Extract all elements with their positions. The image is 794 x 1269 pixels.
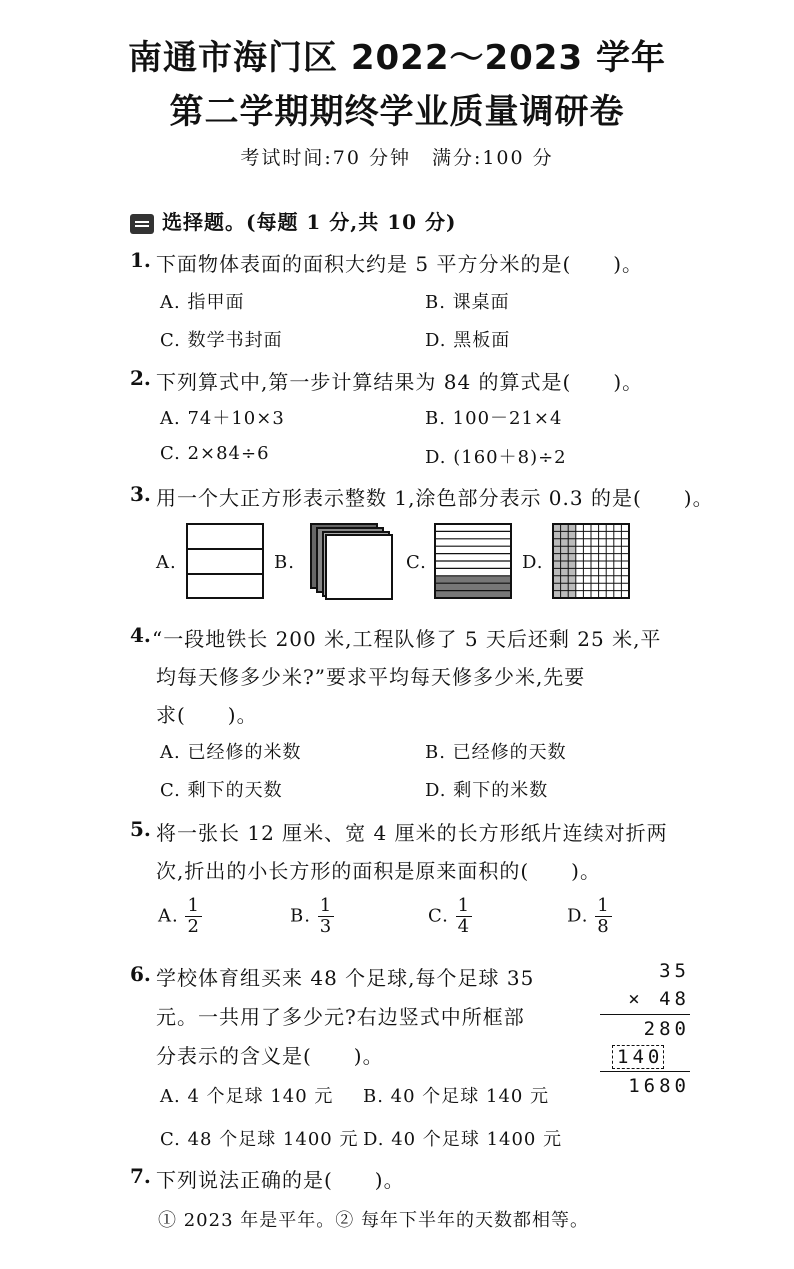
section-heading: 选择题。(每题 1 分,共 10 分) bbox=[130, 206, 457, 235]
option-d: D. 剩下的米数 bbox=[425, 780, 549, 801]
framed-partial-product: 140 bbox=[612, 1045, 664, 1069]
figure-b-stacked-squares bbox=[310, 523, 394, 601]
question-number: 4. bbox=[130, 623, 151, 647]
question-text-line2: 均每天修多少米?”要求平均每天修多少米,先要 bbox=[156, 665, 586, 689]
vertical-calculation bbox=[600, 960, 690, 1100]
figure-d-hundred-grid bbox=[552, 523, 632, 601]
fraction: $\frac{1}{2}$ bbox=[187, 895, 200, 937]
option-a: A. 4 个足球 140 元 bbox=[160, 1086, 334, 1107]
option-c: C. 2×84÷6 bbox=[160, 443, 270, 464]
option-b: B. 100－21×4 bbox=[425, 408, 563, 429]
option-a: A. bbox=[156, 552, 177, 573]
option-b: B. 课桌面 bbox=[425, 292, 510, 313]
option-d: D. (160＋8)÷2 bbox=[425, 447, 567, 468]
question-text-line3: 分表示的含义是( )。 bbox=[156, 1044, 384, 1068]
option-c: C. $\frac{1}{4}$ bbox=[428, 895, 471, 937]
option-c: C. 48 个足球 1400 元 bbox=[160, 1129, 359, 1150]
section-one-icon bbox=[130, 214, 154, 234]
option-d: D. bbox=[522, 552, 544, 573]
fraction: $\frac{1}{3}$ bbox=[319, 895, 333, 937]
question-number: 1. bbox=[130, 248, 151, 272]
option-d: D. 黑板面 bbox=[425, 330, 511, 351]
option-b: B. 40 个足球 140 元 bbox=[363, 1086, 550, 1107]
fraction: $\frac{1}{8}$ bbox=[597, 895, 610, 937]
question-text-line3: 求( )。 bbox=[156, 703, 258, 727]
exam-info: 考试时间:70 分钟 满分:100 分 bbox=[240, 147, 554, 169]
question-number: 6. bbox=[130, 962, 151, 986]
fraction: $\frac{1}{4}$ bbox=[457, 895, 471, 937]
page-title-line2: 第二学期期终学业质量调研卷 bbox=[169, 92, 625, 132]
option-b: B. $\frac{1}{3}$ bbox=[290, 895, 333, 937]
question-text-line1: 将一张长 12 厘米、宽 4 厘米的长方形纸片连续对折两 bbox=[156, 821, 668, 845]
question-text: 用一个大正方形表示整数 1,涂色部分表示 0.3 的是( )。 bbox=[156, 486, 714, 510]
option-d: D. $\frac{1}{8}$ bbox=[567, 895, 610, 937]
multiplicand: 35 bbox=[659, 960, 690, 982]
multiplier: × 48 bbox=[600, 988, 690, 1015]
question-number: 5. bbox=[130, 817, 151, 841]
partial-product-1: 280 bbox=[643, 1018, 690, 1040]
question-text-line1: 学校体育组买来 48 个足球,每个足球 35 bbox=[156, 966, 535, 990]
question-statements: ① 2023 年是平年。② 每年下半年的天数都相等。 bbox=[158, 1210, 589, 1231]
option-c: C. 数学书封面 bbox=[160, 330, 283, 351]
question-number: 7. bbox=[130, 1164, 151, 1188]
page-title-line1: 南通市海门区 2022～2023 学年 bbox=[128, 38, 666, 78]
option-c: C. 剩下的天数 bbox=[160, 780, 283, 801]
option-a: A. 指甲面 bbox=[160, 292, 245, 313]
question-number: 2. bbox=[130, 366, 151, 390]
question-text-line2: 元。一共用了多少元?右边竖式中所框部 bbox=[156, 1005, 525, 1029]
product-result: 1680 bbox=[628, 1075, 690, 1097]
figure-c-ten-strips bbox=[434, 523, 514, 601]
option-d: D. 40 个足球 1400 元 bbox=[363, 1129, 563, 1150]
question-text: 下列说法正确的是( )。 bbox=[156, 1168, 405, 1192]
question-text-line1: “一段地铁长 200 米,工程队修了 5 天后还剩 25 米,平 bbox=[152, 627, 662, 651]
question-text: 下列算式中,第一步计算结果为 84 的算式是( )。 bbox=[156, 370, 644, 394]
question-number: 3. bbox=[130, 482, 151, 506]
option-a: A. 74＋10×3 bbox=[160, 408, 285, 429]
question-text-line2: 次,折出的小长方形的面积是原来面积的( )。 bbox=[156, 859, 601, 883]
option-b: B. bbox=[274, 552, 295, 573]
option-c: C. bbox=[406, 552, 427, 573]
question-text: 下面物体表面的面积大约是 5 平方分米的是( )。 bbox=[156, 252, 644, 276]
figure-a-three-strips bbox=[186, 523, 266, 601]
option-a: A. $\frac{1}{2}$ bbox=[158, 895, 200, 937]
option-b: B. 已经修的天数 bbox=[425, 742, 567, 763]
option-a: A. 已经修的米数 bbox=[160, 742, 302, 763]
